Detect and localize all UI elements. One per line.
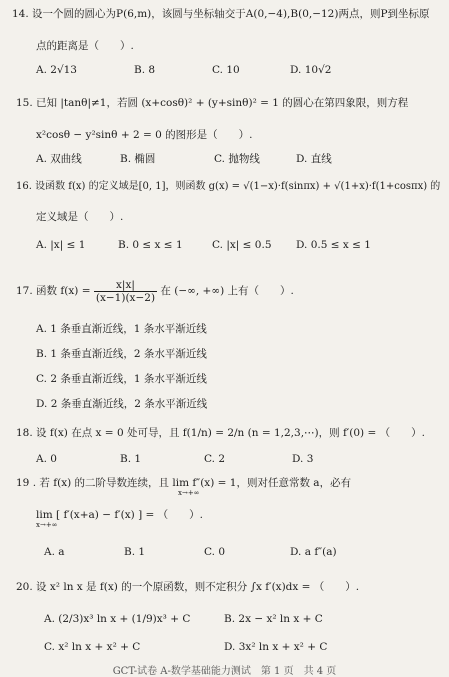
- q18-option-c: C. 2: [204, 453, 226, 465]
- q17-option-b: B. 1 条垂直渐近线，2 条水平渐近线: [36, 348, 207, 360]
- q14-stem-line1: 14. 设一个圆的圆心为P(6,m)，该圆与坐标轴交于A(0,−4),B(0,−12)两点，则P到坐标原: [12, 8, 430, 20]
- q19-option-b: B. 1: [124, 546, 146, 558]
- q19-limit-subscript-2: x→+∞: [36, 521, 58, 529]
- page-footer: GCT-试卷 A-数学基础能力测试 第 1 页 共 4 页: [112, 666, 337, 677]
- q16-stem-line1: 16. 设函数 f(x) 的定义域是[0, 1]，则函数 g(x) = √(1−x)·f(sinπx) + √(1+x)·f(1+cosπx) 的: [16, 181, 441, 192]
- q17-fraction-numerator: x|x|: [94, 279, 157, 292]
- q20-option-c: C. x² ln x + x² + C: [44, 641, 141, 653]
- q14-option-a: A. 2√13: [36, 64, 77, 76]
- q16-option-b: B. 0 ≤ x ≤ 1: [118, 239, 183, 251]
- q15-option-d: D. 直线: [296, 153, 332, 165]
- q17-option-c: C. 2 条垂直渐近线，1 条水平渐近线: [36, 373, 207, 385]
- q15-option-b: B. 椭圆: [120, 153, 156, 165]
- q17-fraction-denominator: (x−1)(x−2): [95, 291, 156, 304]
- q15-option-c: C. 抛物线: [214, 153, 260, 165]
- q17-stem: [16, 278, 294, 304]
- q17-option-a: A. 1 条垂直渐近线，1 条水平渐近线: [36, 323, 207, 335]
- q16-stem-line2: 定义域是（ ）.: [36, 211, 124, 223]
- q19-option-c: C. 0: [204, 546, 226, 558]
- q20-option-d: D. 3x² ln x + x² + C: [224, 641, 328, 653]
- q19-stem-line2: lim [ f′(x+a) − f′(x) ] = （ ）.: [36, 509, 203, 521]
- q16-option-a: A. |x| ≤ 1: [36, 239, 86, 251]
- q18-option-d: D. 3: [292, 453, 314, 465]
- q18-option-b: B. 1: [120, 453, 142, 465]
- q19-stem-line1: 19 . 若 f(x) 的二阶导数连续，且 lim f″(x) = 1，则对任意常数 a，必有: [16, 477, 352, 489]
- q17-fraction: [94, 279, 157, 304]
- q17-stem-suffix: 在 (−∞, +∞) 上有（ ）.: [160, 285, 294, 297]
- q19-option-a: A. a: [44, 546, 65, 558]
- q14-option-b: B. 8: [134, 64, 156, 76]
- q20-option-b: B. 2x − x² ln x + C: [224, 613, 323, 625]
- q14-stem-line2: 点的距离是（ ）.: [36, 40, 134, 52]
- q20-stem: 20. 设 x² ln x 是 f(x) 的一个原函数，则不定积分 ∫x f′(x)dx = （ ）.: [16, 581, 360, 593]
- q18-option-a: A. 0: [36, 453, 57, 465]
- q19-limit-subscript: x→+∞: [178, 489, 200, 497]
- q18-stem: 18. 设 f(x) 在点 x = 0 处可导，且 f(1/n) = 2/n (n = 1,2,3,⋯)，则 f′(0) = （ ）.: [16, 427, 425, 439]
- q17-option-d: D. 2 条垂直渐近线，2 条水平渐近线: [36, 398, 208, 410]
- q14-option-c: C. 10: [212, 64, 240, 76]
- q17-stem-prefix: 17. 函数 f(x) =: [16, 285, 91, 297]
- q15-stem-line2: x²cosθ − y²sinθ + 2 = 0 的图形是（ ）.: [36, 129, 253, 141]
- q16-option-d: D. 0.5 ≤ x ≤ 1: [296, 239, 371, 251]
- q16-option-c: C. |x| ≤ 0.5: [212, 239, 272, 251]
- q19-option-d: D. a f″(a): [290, 546, 337, 558]
- q15-stem-line1: 15. 已知 |tanθ|≠1，若圆 (x+cosθ)² + (y+sinθ)² = 1 的圆心在第四象限，则方程: [16, 97, 409, 109]
- q20-option-a: A. (2/3)x³ ln x + (1/9)x³ + C: [44, 613, 191, 625]
- q15-option-a: A. 双曲线: [36, 153, 82, 165]
- q14-option-d: D. 10√2: [290, 64, 332, 76]
